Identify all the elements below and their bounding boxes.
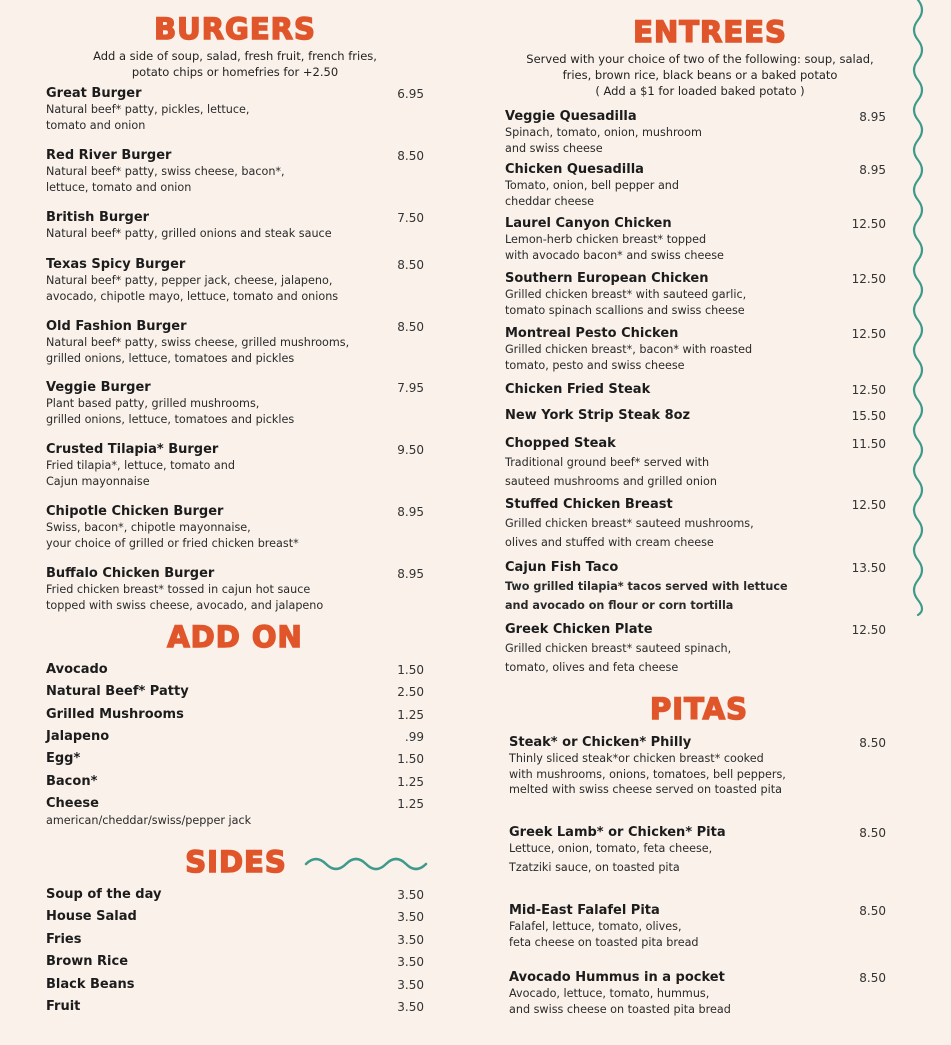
menu-item-greek-chicken-plate: Greek Chicken Plate Grilled chicken breast* sauteed spinach, tomato, olives and feta cheese 12.50 xyxy=(505,622,886,674)
vertical-wave-decoration xyxy=(908,0,928,620)
side-item-salad: House Salad 3.50 xyxy=(46,909,424,924)
side-item-fruit: Fruit 3.50 xyxy=(46,999,424,1014)
addon-item-avocado: Avocado 1.50 xyxy=(46,662,424,677)
menu-item-crusted-tilapia-burger: Crusted Tilapia* Burger Fried tilapia*, lettuce, tomato and Cajun mayonnaise 9.50 xyxy=(46,442,424,488)
item-price: 1.50 xyxy=(397,752,424,766)
addon-item-egg: Egg* 1.50 xyxy=(46,751,424,766)
item-price: 12.50 xyxy=(851,383,886,397)
menu-item-laurel-canyon-chicken: Laurel Canyon Chicken Lemon-herb chicken breast* topped with avocado bacon* and swiss cheese 12.50 xyxy=(505,216,886,262)
item-price: 3.50 xyxy=(397,978,424,992)
item-price: 12.50 xyxy=(851,217,886,231)
pitas-heading: PITAS xyxy=(650,692,748,726)
menu-item-philly: Steak* or Chicken* Philly Thinly sliced steak*or chicken breast* cooked with mushrooms, onions, tomatoes, bell peppers, melted with swiss cheese served on toasted pita 8.50 xyxy=(509,735,886,796)
menu-item-southern-european-chicken: Southern European Chicken Grilled chicken breast* with sauteed garlic, tomato spinach scallions and swiss cheese 12.50 xyxy=(505,271,886,317)
side-item-black-beans: Black Beans 3.50 xyxy=(46,977,424,992)
item-price: 7.50 xyxy=(397,211,424,225)
menu-item-chipotle-chicken-burger: Chipotle Chicken Burger Swiss, bacon*, chipotle mayonnaise, your choice of grilled or fried chicken breast* 8.95 xyxy=(46,504,424,550)
item-price: 12.50 xyxy=(851,327,886,341)
menu-item-red-river-burger: Red River Burger Natural beef* patty, swiss cheese, bacon*, lettuce, tomato and onion 8.50 xyxy=(46,148,424,194)
menu-item-montreal-pesto-chicken: Montreal Pesto Chicken Grilled chicken breast*, bacon* with roasted tomato, pesto and swiss cheese 12.50 xyxy=(505,326,886,372)
menu-item-chopped-steak: Chopped Steak Traditional ground beef* served with sauteed mushrooms and grilled onion 11.50 xyxy=(505,436,886,488)
addon-heading: ADD ON xyxy=(167,620,303,654)
item-price: 3.50 xyxy=(397,955,424,969)
item-price: 8.50 xyxy=(859,971,886,985)
item-price: 8.50 xyxy=(859,736,886,750)
menu-item-old-fashion-burger: Old Fashion Burger Natural beef* patty, swiss cheese, grilled mushrooms, grilled onions, lettuce, tomatoes and pickles 8.50 xyxy=(46,319,424,365)
menu-item-veggie-quesadilla: Veggie Quesadilla Spinach, tomato, onion, mushroom and swiss cheese 8.95 xyxy=(505,109,886,155)
item-price: 9.50 xyxy=(397,443,424,457)
item-price: 3.50 xyxy=(397,933,424,947)
menu-item-buffalo-chicken-burger: Buffalo Chicken Burger Fried chicken breast* tossed in cajun hot sauce topped with swiss cheese, avocado, and jalapeno 8.95 xyxy=(46,566,424,612)
side-item-soup: Soup of the day 3.50 xyxy=(46,887,424,902)
item-price: 8.95 xyxy=(859,163,886,177)
item-price: 1.25 xyxy=(397,775,424,789)
item-price: 8.95 xyxy=(859,110,886,124)
menu-item-texas-spicy-burger: Texas Spicy Burger Natural beef* patty, pepper jack, cheese, jalapeno, avocado, chipotle mayo, lettuce, tomato and onions 8.50 xyxy=(46,257,424,303)
item-price: 12.50 xyxy=(851,498,886,512)
item-price: 8.50 xyxy=(397,149,424,163)
item-price: 3.50 xyxy=(397,1000,424,1014)
item-price: 13.50 xyxy=(851,561,886,575)
menu-item-cajun-fish-taco: Cajun Fish Taco Two grilled tilapia* tacos served with lettuce and avocado on flour or corn tortilla 13.50 xyxy=(505,560,886,612)
burgers-subtitle: Add a side of soup, salad, fresh fruit, french fries, potato chips or homefries for +2.50 xyxy=(93,49,377,79)
menu-item-avocado-hummus: Avocado Hummus in a pocket Avocado, lettuce, tomato, hummus, and swiss cheese on toasted pita bread 8.50 xyxy=(509,970,886,1016)
sides-heading: SIDES xyxy=(185,845,287,879)
item-price: 1.25 xyxy=(397,797,424,811)
item-price: 8.50 xyxy=(397,320,424,334)
addon-item-cheese: Cheese 1.25 xyxy=(46,796,424,811)
cheese-options: american/cheddar/swiss/pepper jack xyxy=(46,814,252,827)
side-item-brown-rice: Brown Rice 3.50 xyxy=(46,954,424,969)
menu-item-british-burger: British Burger Natural beef* patty, grilled onions and steak sauce 7.50 xyxy=(46,210,424,240)
item-price: 8.50 xyxy=(859,904,886,918)
menu-item-falafel-pita: Mid-East Falafel Pita Falafel, lettuce, tomato, olives, feta cheese on toasted pita bread 8.50 xyxy=(509,903,886,949)
menu-item-stuffed-chicken-breast: Stuffed Chicken Breast Grilled chicken breast* sauteed mushrooms, olives and stuffed with cream cheese 12.50 xyxy=(505,497,886,549)
item-price: 15.50 xyxy=(851,409,886,423)
addon-item-mushrooms: Grilled Mushrooms 1.25 xyxy=(46,707,424,722)
addon-item-jalapeno: Jalapeno .99 xyxy=(46,729,424,744)
item-price: 8.95 xyxy=(397,567,424,581)
menu-item-veggie-burger: Veggie Burger Plant based patty, grilled mushrooms, grilled onions, lettuce, tomatoes and pickles 7.95 xyxy=(46,380,424,426)
item-price: 3.50 xyxy=(397,910,424,924)
item-price: 12.50 xyxy=(851,623,886,637)
menu-item-greek-lamb-pita: Greek Lamb* or Chicken* Pita Lettuce, onion, tomato, feta cheese, Tzatziki sauce, on toasted pita 8.50 xyxy=(509,825,886,874)
menu-item-chicken-fried-steak: Chicken Fried Steak 12.50 xyxy=(505,382,886,397)
item-price: 3.50 xyxy=(397,888,424,902)
entrees-subtitle: Served with your choice of two of the following: soup, salad, fries, brown rice, black beans or a baked potato ( Add a $1 for loaded baked potato ) xyxy=(526,52,874,98)
item-price: 2.50 xyxy=(397,685,424,699)
item-price: 6.95 xyxy=(397,87,424,101)
addon-item-bacon: Bacon* 1.25 xyxy=(46,774,424,789)
item-price: .99 xyxy=(404,730,424,744)
menu-item-new-york-strip: New York Strip Steak 8oz 15.50 xyxy=(505,408,886,423)
item-price: 11.50 xyxy=(851,437,886,451)
burgers-heading: BURGERS xyxy=(154,12,316,46)
menu-item-great-burger: Great Burger Natural beef* patty, pickles, lettuce, tomato and onion 6.95 xyxy=(46,86,424,132)
item-price: 1.25 xyxy=(397,708,424,722)
item-price: 8.95 xyxy=(397,505,424,519)
item-price: 12.50 xyxy=(851,272,886,286)
item-price: 7.95 xyxy=(397,381,424,395)
addon-item-beef-patty: Natural Beef* Patty 2.50 xyxy=(46,684,424,699)
item-price: 8.50 xyxy=(397,258,424,272)
wave-decoration xyxy=(304,852,428,872)
entrees-heading: ENTREES xyxy=(633,15,787,49)
item-price: 8.50 xyxy=(859,826,886,840)
menu-item-chicken-quesadilla: Chicken Quesadilla Tomato, onion, bell pepper and cheddar cheese 8.95 xyxy=(505,162,886,208)
side-item-fries: Fries 3.50 xyxy=(46,932,424,947)
item-price: 1.50 xyxy=(397,663,424,677)
